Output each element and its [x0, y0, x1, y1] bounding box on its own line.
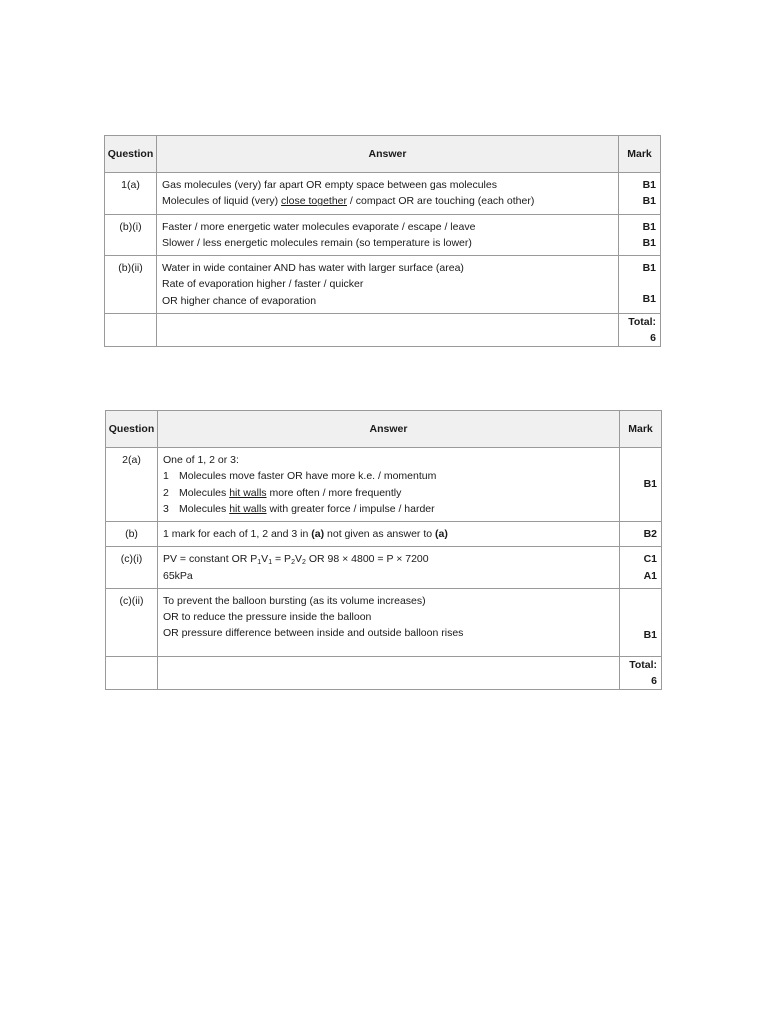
- table-row: [105, 214, 661, 256]
- total-mark: Total: 6: [619, 313, 661, 347]
- mark-header: Mark: [620, 411, 662, 448]
- answer-line: To prevent the balloon bursting (as its volume increases): [163, 594, 426, 607]
- answer-line: Rate of evaporation higher / faster / quicker: [162, 278, 364, 291]
- header-row: [105, 136, 661, 173]
- mark: A1: [643, 569, 657, 582]
- mark: B1: [642, 262, 656, 275]
- table-row: [105, 256, 661, 314]
- mark-scheme-table-2: [105, 410, 662, 690]
- mark-cell: [620, 448, 662, 522]
- answer-item: 2 Molecules hit walls more often / more frequently: [163, 486, 402, 499]
- mark: B1: [642, 195, 656, 208]
- answer-line: Gas molecules (very) far apart OR empty space between gas molecules: [162, 179, 497, 191]
- total-row: [105, 313, 661, 347]
- table-row: [106, 522, 662, 547]
- table-row: [106, 547, 662, 589]
- answer-cell: [158, 448, 620, 522]
- answer-line: 65kPa: [163, 569, 193, 582]
- question-number: (b)(ii): [105, 256, 157, 314]
- question-number: (c)(i): [106, 547, 158, 589]
- mark: B1: [642, 179, 656, 191]
- answer-cell: [157, 214, 619, 256]
- empty-cell: [106, 656, 158, 690]
- answer-line: OR pressure difference between inside and outside balloon rises: [163, 627, 464, 640]
- mark: B1: [642, 220, 656, 233]
- answer-line: Water in wide container AND has water with larger surface (area): [162, 262, 464, 275]
- table-row: [105, 173, 661, 215]
- answer-line: One of 1, 2 or 3:: [163, 454, 239, 466]
- mark-header: Mark: [619, 136, 661, 173]
- answer-cell: [158, 588, 620, 656]
- answer-cell: [157, 173, 619, 215]
- answer-cell: [158, 547, 620, 589]
- mark: B2: [643, 528, 657, 541]
- empty-cell: [105, 313, 157, 347]
- table-row: [106, 588, 662, 656]
- mark-cell: [619, 214, 661, 256]
- answer-item: 1 Molecules move faster OR have more k.e. / momentum: [163, 470, 437, 483]
- answer-line: Molecules of liquid (very) close together / compact OR are touching (each other): [162, 195, 535, 208]
- empty-cell: [157, 313, 619, 347]
- answer-cell: [157, 256, 619, 314]
- question-header: Question: [106, 411, 158, 448]
- header-row: [106, 411, 662, 448]
- answer-line: OR higher chance of evaporation: [162, 294, 317, 307]
- question-number: (b)(i): [105, 214, 157, 256]
- total-mark: Total: 6: [620, 656, 662, 690]
- mark: B1: [643, 478, 657, 491]
- mark-cell: [620, 547, 662, 589]
- total-row: [106, 656, 662, 690]
- mark: B1: [642, 236, 656, 249]
- mark-cell: [620, 588, 662, 656]
- question-number: (b): [106, 522, 158, 547]
- table-row: [106, 448, 662, 522]
- question-number: 1(a): [105, 173, 157, 215]
- question-number: 2(a): [106, 448, 158, 522]
- mark-cell: [620, 522, 662, 547]
- answer-line: Faster / more energetic water molecules evaporate / escape / leave: [162, 220, 476, 233]
- mark: B1: [642, 293, 656, 306]
- equation-line: PV = constant OR $P_1V_1 = P_2V_2$ OR 98 × 4800 = P × 7200: [163, 553, 429, 567]
- answer-line: 1 mark for each of 1, 2 and 3 in (a) not given as answer to (a): [163, 528, 448, 541]
- answer-line: OR to reduce the pressure inside the balloon: [163, 611, 372, 624]
- mark-scheme-table-1: [104, 135, 661, 347]
- answer-line: Slower / less energetic molecules remain (so temperature is lower): [162, 236, 472, 249]
- answer-header: Answer: [158, 411, 620, 448]
- answer-cell: [158, 522, 620, 547]
- answer-item: 3 Molecules hit walls with greater force / impulse / harder: [163, 502, 435, 515]
- question-number: (c)(ii): [106, 588, 158, 656]
- answer-header: Answer: [157, 136, 619, 173]
- mark-cell: [619, 256, 661, 314]
- mark: C1: [643, 553, 657, 566]
- question-header: Question: [105, 136, 157, 173]
- mark-spacer: [623, 276, 656, 291]
- mark: B1: [643, 628, 657, 641]
- empty-cell: [158, 656, 620, 690]
- mark-cell: [619, 173, 661, 215]
